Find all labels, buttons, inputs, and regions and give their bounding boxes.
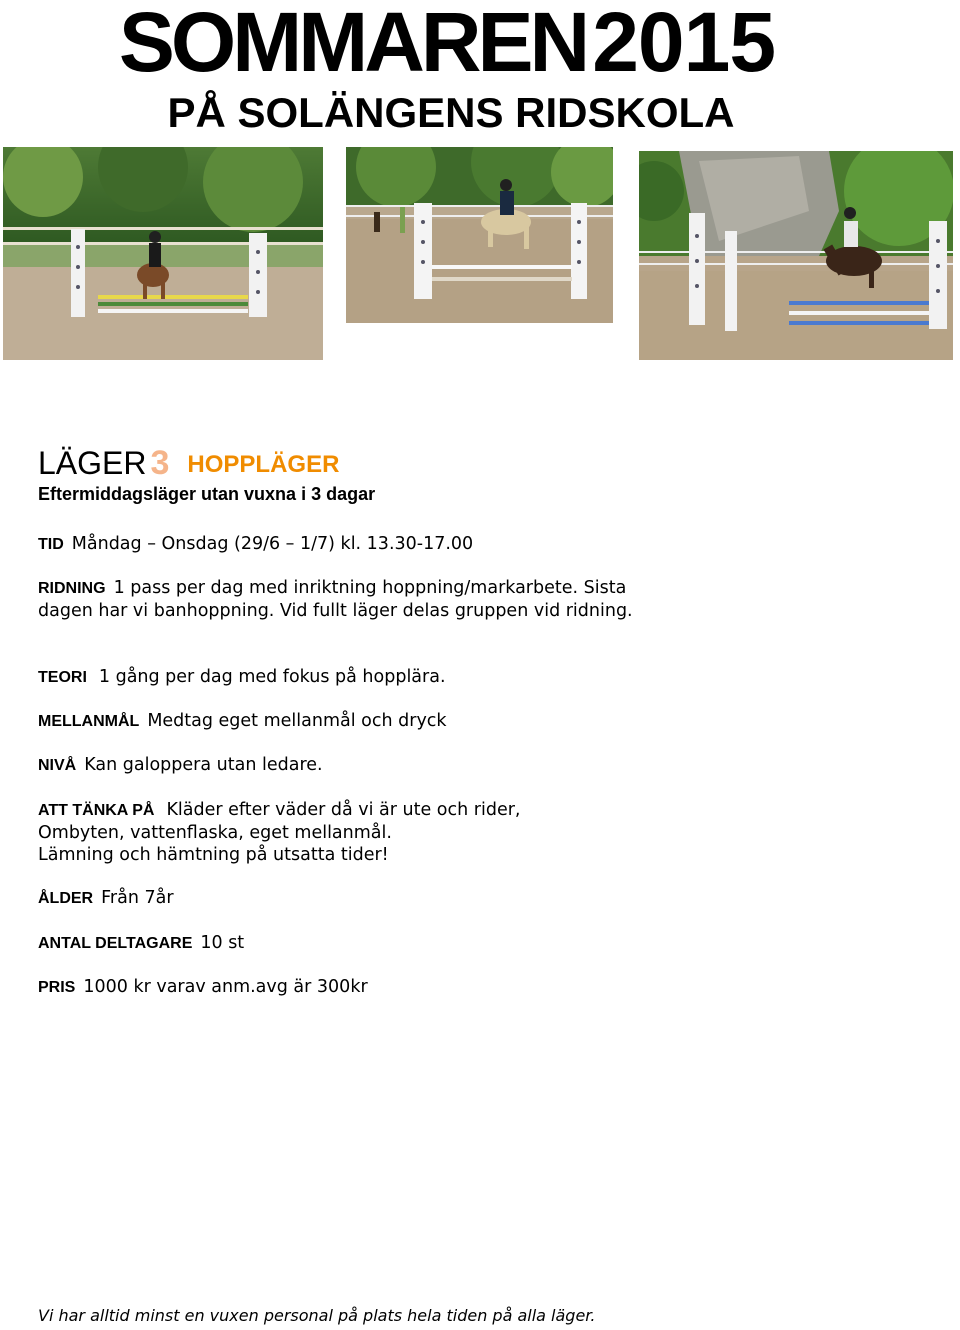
value-tid: Måndag – Onsdag (29/6 – 1/7) kl. 13.30-17.00: [71, 534, 474, 554]
value-niva: Kan galoppera utan ledare.: [84, 755, 323, 775]
photo-rider-1: [3, 147, 323, 360]
title-year: 2015: [592, 0, 776, 89]
detail-niva: [38, 754, 648, 777]
detail-alder: [38, 887, 648, 910]
label-tid: TID: [38, 536, 64, 553]
label-pris: PRIS: [38, 979, 76, 996]
label-att-tanka: ATT TÄNKA PÅ: [38, 802, 155, 819]
page-subtitle: PÅ SOLÄNGENS RIDSKOLA: [167, 89, 735, 136]
title-word: SOMMAREN: [118, 0, 587, 89]
value-ridning: 1 pass per dag med inriktning hoppning/markarbete. Sista dagen har vi banhoppning. Vid fullt läger delas gruppen vid ridning.: [38, 578, 633, 621]
value-att-tanka-1: Kläder efter väder då vi är ute och rider,: [166, 800, 521, 820]
detail-ridning: [38, 577, 638, 622]
detail-tid: [38, 533, 648, 556]
page-title: [0, 0, 894, 88]
detail-teori: [38, 666, 648, 689]
camp-number: 3: [150, 444, 170, 482]
photo-rider-2: [346, 147, 613, 323]
camp-heading: [38, 444, 339, 483]
label-niva: NIVÅ: [38, 757, 77, 774]
photo-rider-3: [639, 151, 953, 360]
footer-note: Vi har alltid minst en vuxen personal på plats hela tiden på alla läger.: [38, 1306, 596, 1325]
label-mellanmal: MELLANMÅL: [38, 713, 140, 730]
label-antal: ANTAL DELTAGARE: [38, 935, 193, 952]
value-teori: 1 gång per dag med fokus på hopplära.: [98, 667, 446, 687]
value-pris: 1000 kr varav anm.avg är 300kr: [83, 977, 368, 997]
camp-subtitle: Eftermiddagsläger utan vuxna i 3 dagar: [38, 484, 376, 504]
value-antal: 10 st: [200, 933, 245, 953]
camp-label: LÄGER: [38, 445, 147, 481]
detail-att-tanka: [38, 799, 648, 866]
label-ridning: RIDNING: [38, 580, 106, 597]
camp-name: HOPPLÄGER: [187, 451, 340, 478]
detail-mellanmal: [38, 710, 648, 733]
value-alder: Från 7år: [101, 888, 174, 908]
value-att-tanka-3: Lämning och hämtning på utsatta tider!: [38, 845, 389, 865]
value-att-tanka-2: Ombyten, vattenflaska, eget mellanmål.: [38, 823, 392, 843]
label-teori: TEORI: [38, 669, 87, 686]
detail-antal: [38, 932, 648, 955]
detail-pris: [38, 976, 648, 999]
label-alder: ÅLDER: [38, 890, 94, 907]
value-mellanmal: Medtag eget mellanmål och dryck: [147, 711, 447, 731]
